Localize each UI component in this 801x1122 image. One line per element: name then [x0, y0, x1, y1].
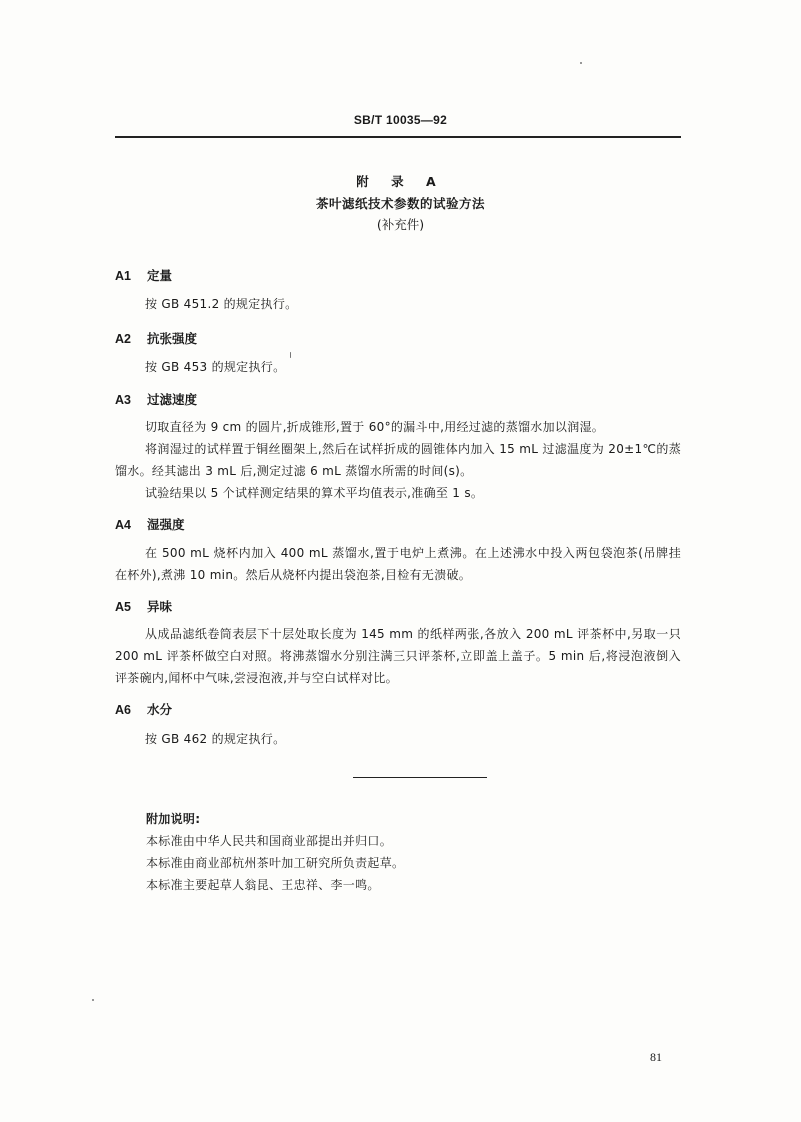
scan-speck — [290, 352, 291, 358]
section-title: 定量 — [147, 268, 173, 283]
section-heading-a5 — [115, 597, 172, 615]
section-heading-a3 — [115, 390, 197, 408]
section-heading-a6 — [115, 700, 172, 718]
section-body-a2 — [115, 356, 681, 378]
section-number: A4 — [115, 518, 131, 532]
paragraph: 从成品滤纸卷筒表层下十层处取长度为 145 mm 的纸样两张,各放入 200 mL 评茶杯中,另取一只 200 mL 评茶杯做空白对照。将沸蒸馏水分别注满三只评茶杯,立即盖上盖子。5 min 后,将浸泡液倒入评茶碗内,闻杯中气味,尝浸泡液,并与空白试样对比。 — [115, 627, 681, 685]
appendix-subtitle: (补充件) — [376, 217, 425, 232]
paragraph: 切取直径为 9 cm 的圆片,折成锥形,置于 60°的漏斗中,用经过滤的蒸馏水加以润湿。 — [145, 420, 605, 434]
notes-line: 本标准由中华人民共和国商业部提出并归口。 — [146, 834, 393, 848]
appendix-title: 茶叶滤纸技术参数的试验方法 — [315, 196, 485, 211]
paragraph: 按 GB 453 的规定执行。 — [145, 360, 286, 374]
section-number: A6 — [115, 703, 131, 717]
page-number: 81 — [650, 1050, 662, 1064]
section-body-a5 — [115, 623, 681, 689]
section-heading-a1 — [115, 266, 172, 284]
notes-line: 本标准主要起草人翁昆、王忠祥、李一鸣。 — [146, 878, 380, 892]
section-number: A2 — [115, 332, 131, 346]
section-title: 过滤速度 — [147, 392, 198, 407]
section-body-a3 — [115, 416, 681, 504]
appendix-label: 附 录 A — [356, 174, 445, 189]
section-title: 异味 — [147, 599, 173, 614]
section-body-a4 — [115, 542, 681, 586]
section-heading-a4 — [115, 515, 185, 533]
section-title: 抗张强度 — [147, 331, 198, 346]
section-number: A3 — [115, 393, 131, 407]
scan-speck — [92, 999, 94, 1001]
paragraph: 在 500 mL 烧杯内加入 400 mL 蒸馏水,置于电炉上煮沸。在上述沸水中投入两包袋泡茶(吊牌挂在杯外),煮沸 10 min。然后从烧杯内提出袋泡茶,目检有无溃破。 — [115, 546, 681, 582]
paragraph: 试验结果以 5 个试样测定结果的算术平均值表示,准确至 1 s。 — [145, 486, 484, 500]
notes-title: 附加说明: — [146, 812, 201, 826]
section-divider — [353, 777, 487, 778]
additional-notes — [146, 808, 404, 896]
paragraph: 按 GB 451.2 的规定执行。 — [145, 297, 298, 311]
notes-line: 本标准由商业部杭州茶叶加工研究所负责起草。 — [146, 856, 405, 870]
paragraph: 按 GB 462 的规定执行。 — [145, 732, 286, 746]
paragraph: 将润湿过的试样置于铜丝圈架上,然后在试样折成的圆锥体内加入 15 mL 过滤温度为 20±1℃的蒸馏水。经其滤出 3 mL 后,测定过滤 6 mL 蒸馏水所需的时间(s)。 — [115, 442, 681, 478]
section-body-a6 — [115, 728, 681, 750]
section-body-a1 — [115, 293, 681, 315]
section-number: A5 — [115, 600, 131, 614]
standard-code: SB/T 10035—92 — [353, 113, 448, 127]
section-heading-a2 — [115, 329, 197, 347]
section-title: 水分 — [147, 702, 173, 717]
scan-speck — [580, 62, 582, 64]
section-title: 湿强度 — [147, 517, 185, 532]
section-number: A1 — [115, 269, 131, 283]
header-rule — [115, 136, 681, 138]
appendix-title-block — [0, 171, 801, 235]
